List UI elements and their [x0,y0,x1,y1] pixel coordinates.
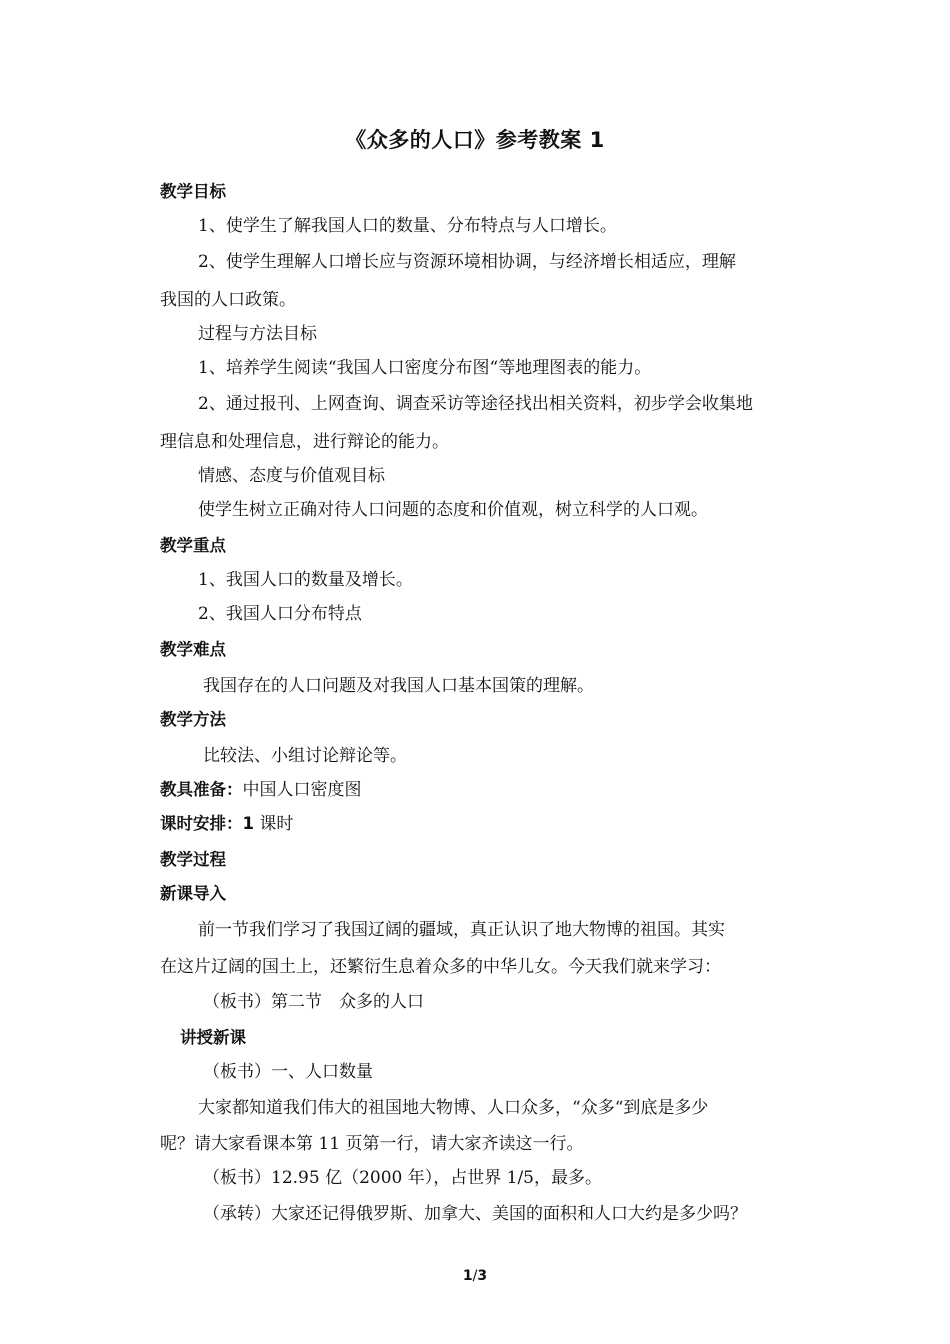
paragraph-line-2: 呢？请大家看课本第 11 页第一行，请大家齐读这一行。 [160,1134,584,1154]
tools-text: 中国人口密度图 [242,780,362,800]
intro-line-2: 在这片辽阔的国土上，还繁衍生息着众多的中华儿女。今天我们就来学习： [160,957,721,977]
intro-line-1: 前一节我们学习了我国辽阔的疆域，真正认识了地大物博的祖国。其实 [198,920,725,940]
transition-text: （承转）大家还记得俄罗斯、加拿大、美国的面积和人口大约是多少吗？ [203,1204,747,1224]
method-text: 比较法、小组讨论辩论等。 [203,746,407,766]
objective-1: 1、使学生了解我国人口的数量、分布特点与人口增长。 [198,216,617,236]
difficulty-text: 我国存在的人口问题及对我国人口基本国策的理解。 [203,676,594,696]
schedule-unit: 课时 [253,814,294,834]
current-page: 1 [462,1268,473,1284]
objectives-heading: 教学目标 [160,182,226,201]
emotion-heading: 情感、态度与价值观目标 [198,466,385,486]
tools-line [160,778,800,802]
key-point-1: 1、我国人口的数量及增长。 [198,570,413,590]
objective-2-line-1: 2、使学生理解人口增长应与资源环境相协调，与经济增长相适应，理解 [198,252,736,272]
process-heading: 教学过程 [160,850,226,869]
process-goal-1: 1、培养学生阅读“我国人口密度分布图“等地理图表的能力。 [198,358,652,378]
board-note-3: （板书）12.95 亿（2000 年），占世界 1/5，最多。 [203,1168,603,1188]
process-goal-heading: 过程与方法目标 [198,324,317,344]
teaching-heading: 讲授新课 [180,1028,246,1047]
schedule-number: 1 [242,814,254,833]
intro-heading: 新课导入 [160,884,226,903]
total-pages: 3 [477,1268,488,1284]
process-goal-2-line-2: 理信息和处理信息，进行辩论的能力。 [160,432,449,452]
document-title: 《众多的人口》参考教案 1 [345,128,605,152]
key-point-2: 2、我国人口分布特点 [198,604,362,624]
key-points-heading: 教学重点 [160,536,226,555]
page-separator: / [472,1268,478,1284]
board-note-2: （板书）一、人口数量 [203,1062,373,1082]
paragraph-line-1: 大家都知道我们伟大的祖国地大物博、人口众多，“众多“到底是多少 [198,1098,709,1118]
method-heading: 教学方法 [160,710,226,729]
page-number [0,1268,950,1284]
schedule-label: 课时安排： [160,814,243,833]
tools-label: 教具准备： [160,780,243,799]
objective-2-line-2: 我国的人口政策。 [160,290,296,310]
schedule-line [160,812,800,836]
board-note-1: （板书）第二节 众多的人口 [203,992,424,1012]
difficulty-heading: 教学难点 [160,640,226,659]
emotion-text: 使学生树立正确对待人口问题的态度和价值观，树立科学的人口观。 [198,500,708,520]
process-goal-2-line-1: 2、通过报刊、上网查询、调查采访等途径找出相关资料，初步学会收集地 [198,394,753,414]
